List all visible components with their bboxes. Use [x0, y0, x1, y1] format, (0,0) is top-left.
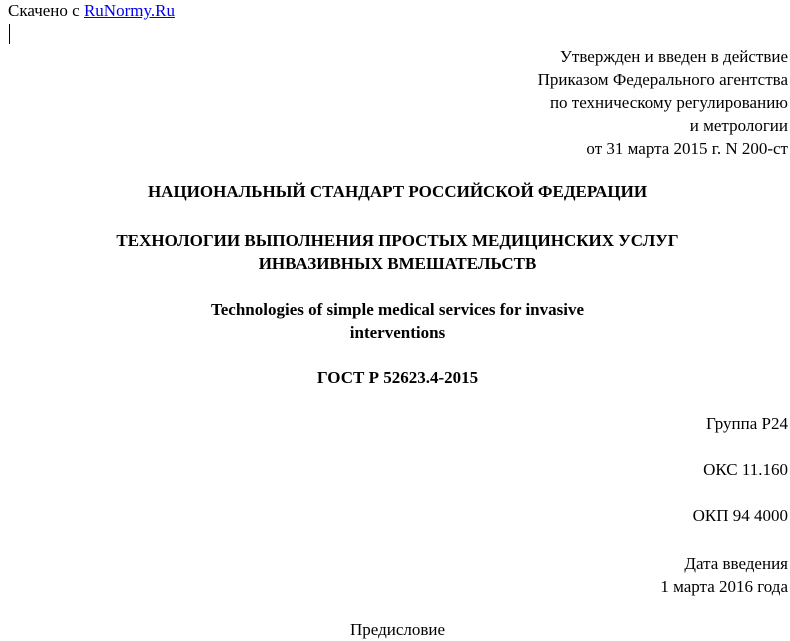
- downloaded-label: Скачено с: [8, 1, 80, 20]
- introduction-date-label: Дата введения: [684, 554, 788, 573]
- source-line: [8, 1, 175, 21]
- approval-line: Приказом Федерального агентства: [537, 70, 788, 89]
- national-standard-heading: НАЦИОНАЛЬНЫЙ СТАНДАРТ РОССИЙСКОЙ ФЕДЕРАЦИИ: [147, 182, 648, 201]
- classification-oks: ОКС 11.160: [703, 460, 788, 479]
- preface-heading: Предисловие: [349, 620, 446, 639]
- approval-line: по техническому регулированию: [549, 93, 788, 112]
- standard-title-en-line: interventions: [349, 323, 446, 342]
- standard-title-ru: [0, 229, 790, 275]
- classification-group: Группа Р24: [706, 414, 788, 433]
- standard-title-ru-line: ТЕХНОЛОГИИ ВЫПОЛНЕНИЯ ПРОСТЫХ МЕДИЦИНСКИХ УСЛУГ: [116, 231, 679, 250]
- classification-okp: ОКП 94 4000: [692, 506, 788, 525]
- text-cursor: [9, 24, 10, 44]
- approval-line: от 31 марта 2015 г. N 200-ст: [586, 139, 788, 158]
- approval-line: Утвержден и введен в действие: [559, 47, 788, 66]
- source-link[interactable]: RuNormy.Ru: [83, 1, 175, 20]
- standard-title-en-line: Technologies of simple medical services for invasive: [210, 300, 585, 319]
- standard-designation: ГОСТ Р 52623.4-2015: [316, 368, 479, 387]
- standard-title-en: [0, 298, 790, 344]
- introduction-date-value: 1 марта 2016 года: [660, 577, 788, 596]
- standard-title-ru-line: ИНВАЗИВНЫХ ВМЕШАТЕЛЬСТВ: [258, 254, 537, 273]
- approval-block: [538, 45, 788, 160]
- approval-line: и метрологии: [689, 116, 788, 135]
- introduction-date-block: [660, 552, 788, 598]
